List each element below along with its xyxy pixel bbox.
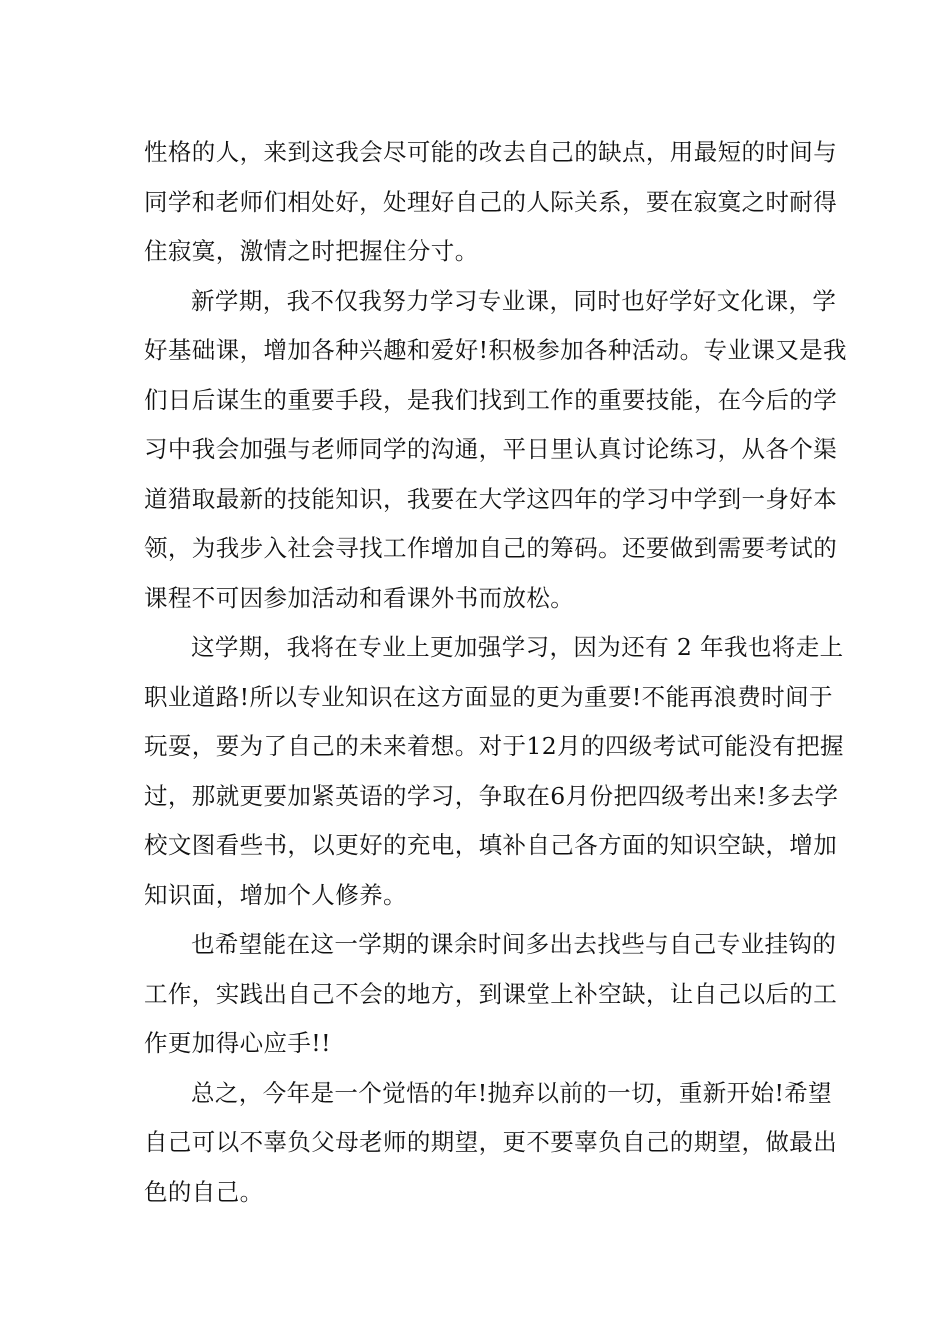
text-line: 作更加得心应手!! — [144, 1029, 331, 1057]
document-page — [144, 128, 847, 1217]
paragraph-4 — [144, 920, 838, 1069]
text-line: 领，为我步入社会寻找工作增加自己的筹码。还要做到需要考试的 — [144, 534, 838, 562]
text-line: 好基础课，增加各种兴趣和爱好!积极参加各种活动。专业课又是我 — [144, 336, 847, 364]
text-line: 过，那就更要加紧英语的学习，争取在6月份把四级考出来!多去学 — [144, 781, 839, 810]
text-line: 这学期，我将在专业上更加强学习，因为还有 2 年我也将走上 — [191, 633, 844, 661]
paragraph-3 — [144, 623, 844, 920]
paragraph-5 — [144, 1069, 838, 1218]
text-line: 道猎取最新的技能知识，我要在大学这四年的学习中学到一身好本 — [144, 484, 838, 513]
text-line: 玩耍，要为了自己的未来着想。对于12月的四级考试可能没有把握 — [144, 732, 844, 760]
paragraph-2 — [144, 277, 847, 624]
text-line: 自己可以不辜负父母老师的期望，更不要辜负自己的期望，做最出 — [144, 1128, 838, 1156]
text-line: 也希望能在这一学期的课余时间多出去找些与自己专业挂钩的 — [191, 930, 837, 958]
text-line: 课程不可因参加活动和看课外书而放松。 — [144, 583, 575, 612]
text-line: 总之，今年是一个觉悟的年!抛弃以前的一切，重新开始!希望 — [191, 1078, 833, 1107]
text-line: 校文图看些书，以更好的充电，填补自己各方面的知识空缺，增加 — [144, 831, 838, 859]
text-line: 住寂寞，激情之时把握住分寸。 — [144, 237, 479, 265]
text-line: 色的自己。 — [144, 1177, 264, 1206]
text-line: 知识面，增加个人修养。 — [144, 880, 407, 909]
paragraph-1 — [144, 128, 838, 277]
text-line: 同学和老师们相处好，处理好自己的人际关系，要在寂寞之时耐得 — [144, 187, 838, 216]
text-line: 职业道路!所以专业知识在这方面显的更为重要!不能再浪费时间于 — [144, 682, 833, 711]
text-line: 性格的人，来到这我会尽可能的改去自己的缺点，用最短的时间与 — [144, 138, 838, 166]
text-line: 们日后谋生的重要手段，是我们找到工作的重要技能，在今后的学 — [144, 385, 838, 414]
text-line: 新学期，我不仅我努力学习专业课，同时也好学好文化课，学 — [191, 286, 837, 315]
text-line: 习中我会加强与老师同学的沟通，平日里认真讨论练习，从各个渠 — [144, 435, 838, 463]
text-line: 工作，实践出自己不会的地方，到课堂上补空缺，让自己以后的工 — [144, 979, 838, 1008]
